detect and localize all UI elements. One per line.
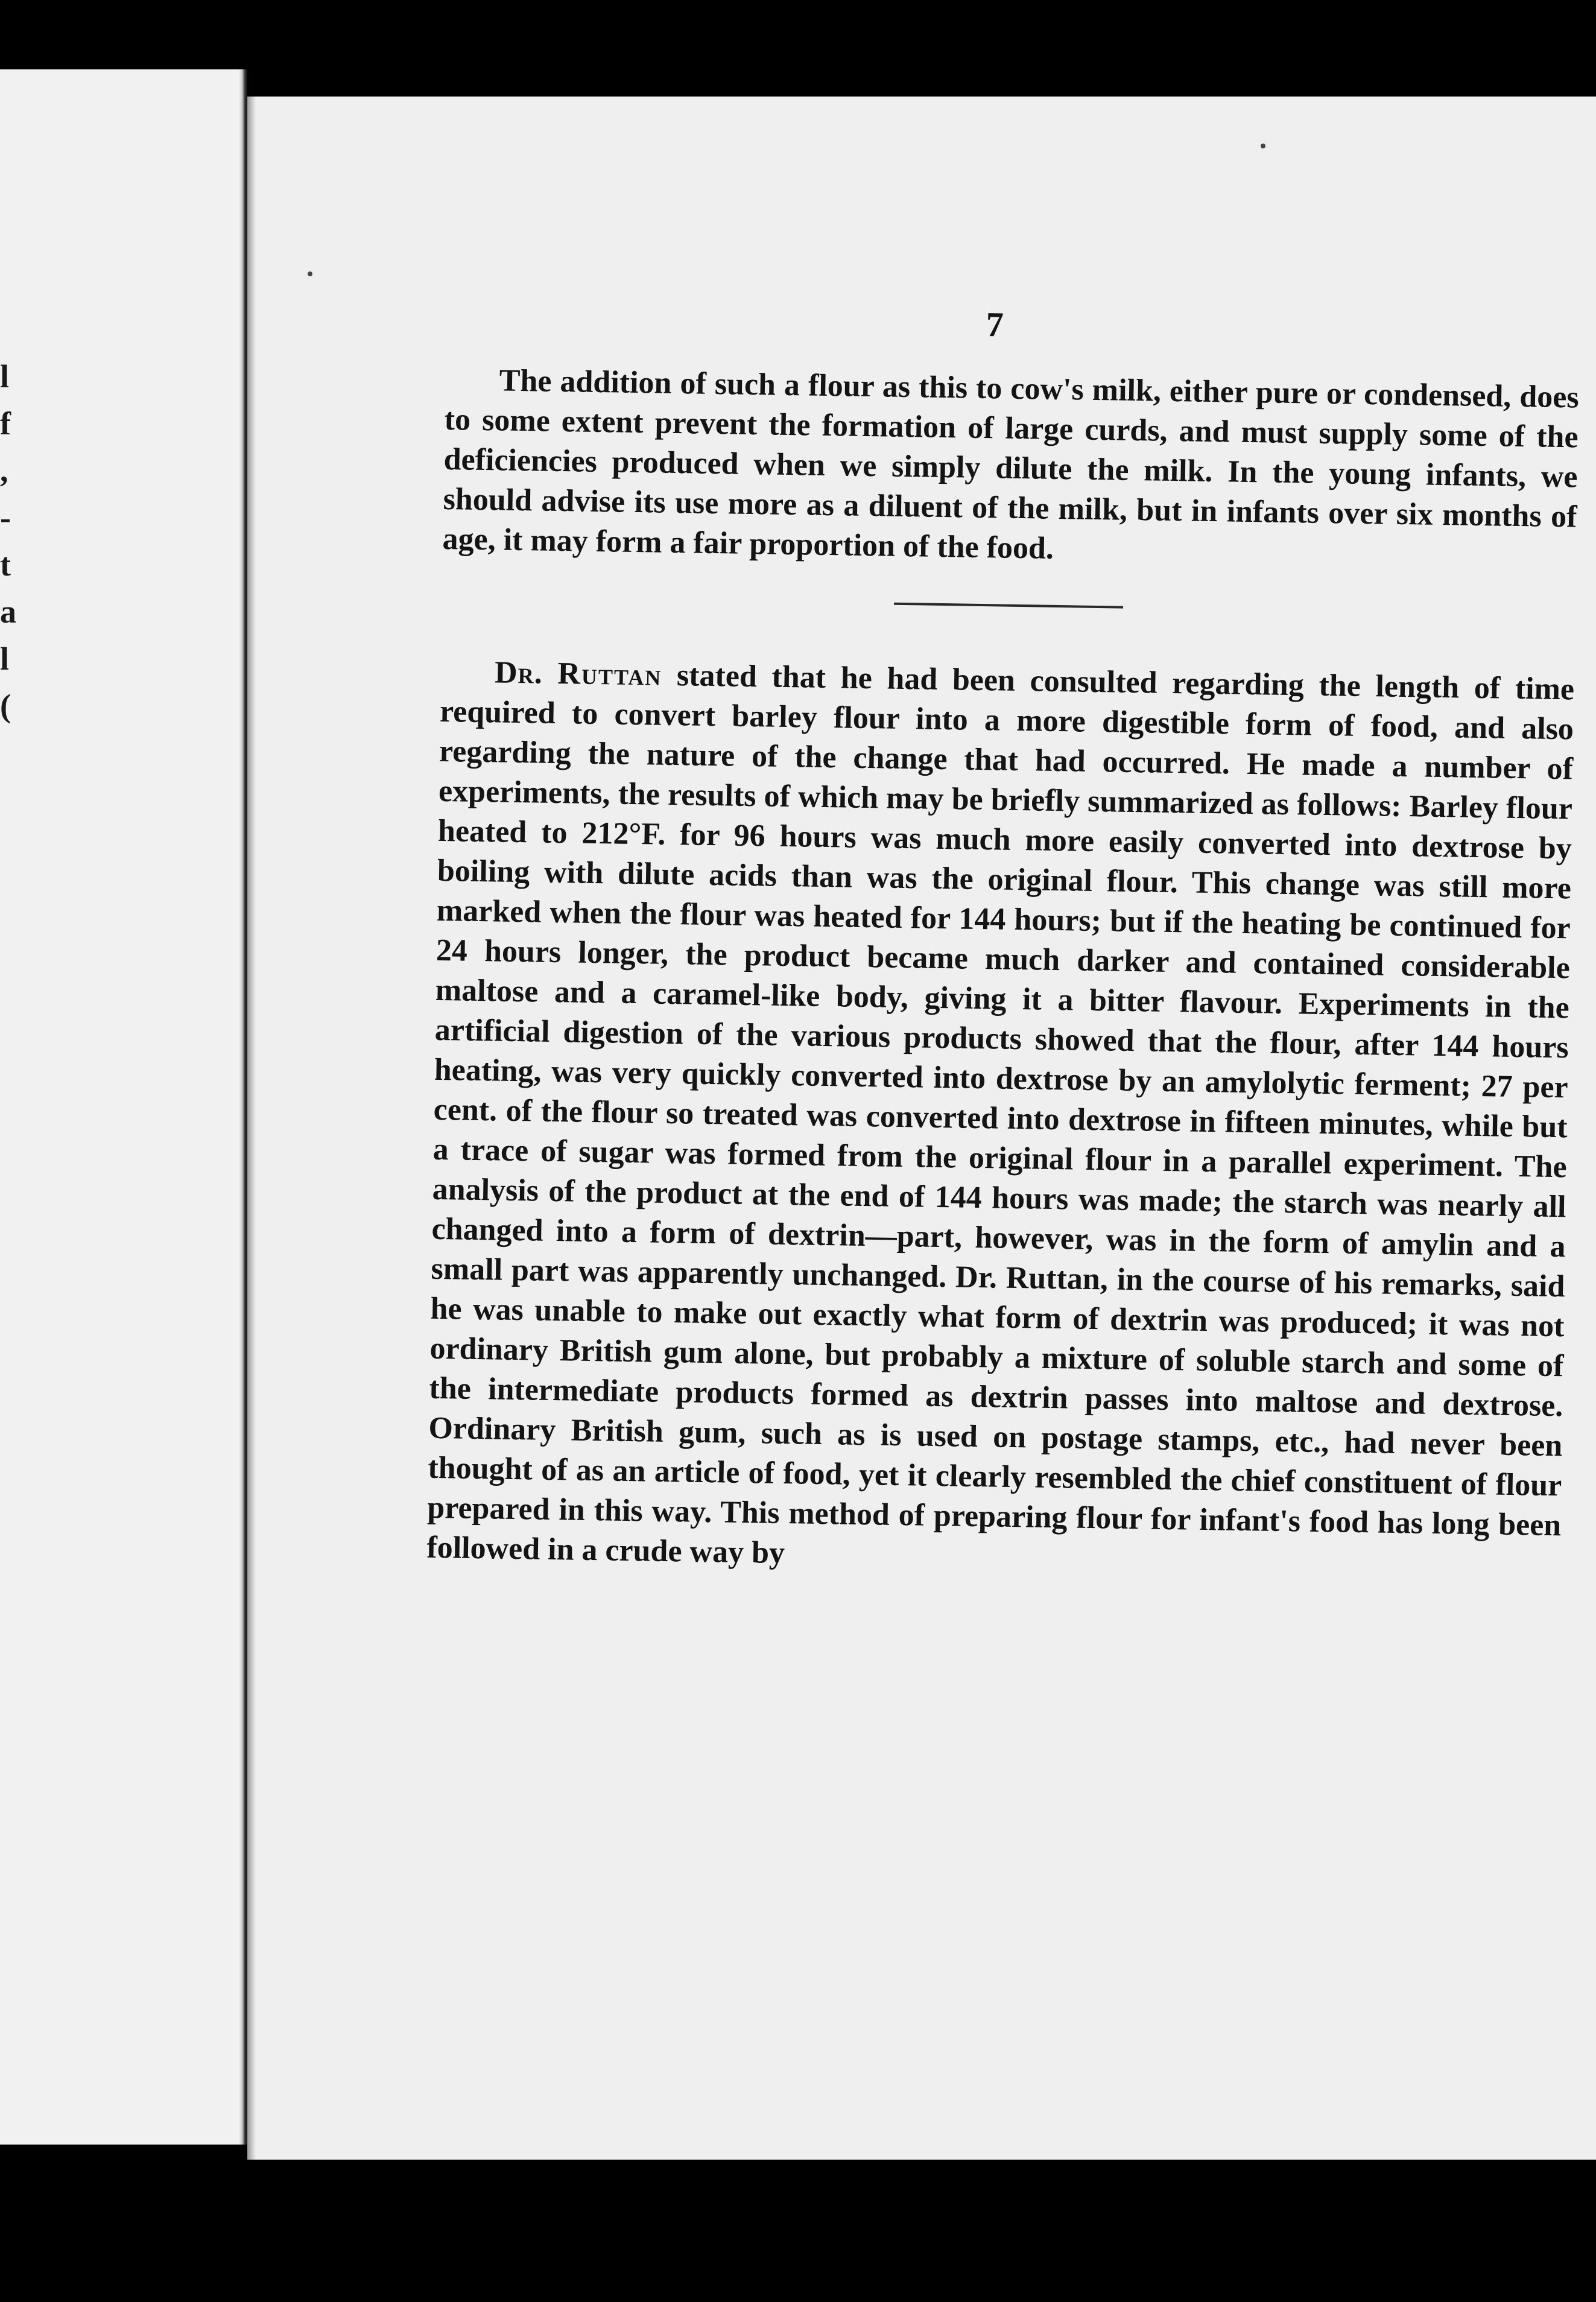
speck <box>1261 144 1265 148</box>
page-body <box>426 296 1580 1585</box>
fragment: - <box>0 499 11 536</box>
fragment: a <box>0 594 16 630</box>
fragment: t <box>0 547 11 583</box>
fragment: l <box>0 358 10 395</box>
left-margin-fragments <box>0 353 24 729</box>
paragraph <box>426 652 1575 1585</box>
section-divider <box>894 603 1123 609</box>
speaker-name: Ruttan <box>557 656 662 693</box>
book-spine <box>239 69 247 2145</box>
fragment: , <box>0 452 8 489</box>
speck <box>308 271 312 276</box>
gutter-shadow <box>247 97 256 2160</box>
fragment: f <box>0 405 11 442</box>
fragment: l <box>0 641 10 677</box>
paragraph: The addition of such a flour as this to cow's milk, either pure or condensed, does to some extent prevent the formation of large curds, and must supply some of the deficiencies produced when we simply dilute the milk. In the young infants, we should advise its use more as a diluent of the milk, but in infants over six months of age, it may form a fair proportion of the food. <box>442 363 1580 566</box>
paragraph-body: stated that he had been consulted regarding the length of time required to convert barley flour into a more digestible form of food, and also regarding the nature of the change that had occurred. He made a number of experiments, the results of which may be briefly summarized as follows: Barley flour heated to 212°F. for 96 hours was much more easily converted into dextrose by boiling with dilute acids than was the original flour. This change was still more marked when the flour was heated for 144 hours; but if the heating be continued for 24 hours longer, the product became much darker and contained considerable maltose and a caramel-like body, giving it a bitter flavour. Experiments in the artificial digestion of the various products showed that the flour, after 144 hours heating, was very quickly converted into dextrose by an amylolytic ferment; 27 per cent. of the flour so treated was converted into dextrose in fifteen minutes, while but a trace of sugar was formed from the original flour in a parallel experiment. The analysis of the product at the end of 144 hours was made; the starch was nearly all changed into a form of dextrin—part, however, was in the form of amylin and a small part was apparently unchanged. Dr. Ruttan, in the course of his remarks, said he was unable to make out exactly what form of dextrin was produced; it was not ordinary British gum alone, but probably a mixture of soluble starch and some of the intermediate products formed as dextrin passes into maltose and dextrose. Ordinary British gum, such as is used on postage stamps, etc., had never been thought of as an article of food, yet it clearly resembled the chief constituent of flour prepared in this way. This method of preparing flour for infant's food has long been followed in a crude way by <box>426 658 1575 1571</box>
page-number: 7 <box>986 305 1004 344</box>
right-page <box>247 97 1596 2160</box>
fragment: ( <box>0 688 11 724</box>
speaker-title: Dr. <box>494 655 543 691</box>
left-facing-page <box>0 69 247 2145</box>
